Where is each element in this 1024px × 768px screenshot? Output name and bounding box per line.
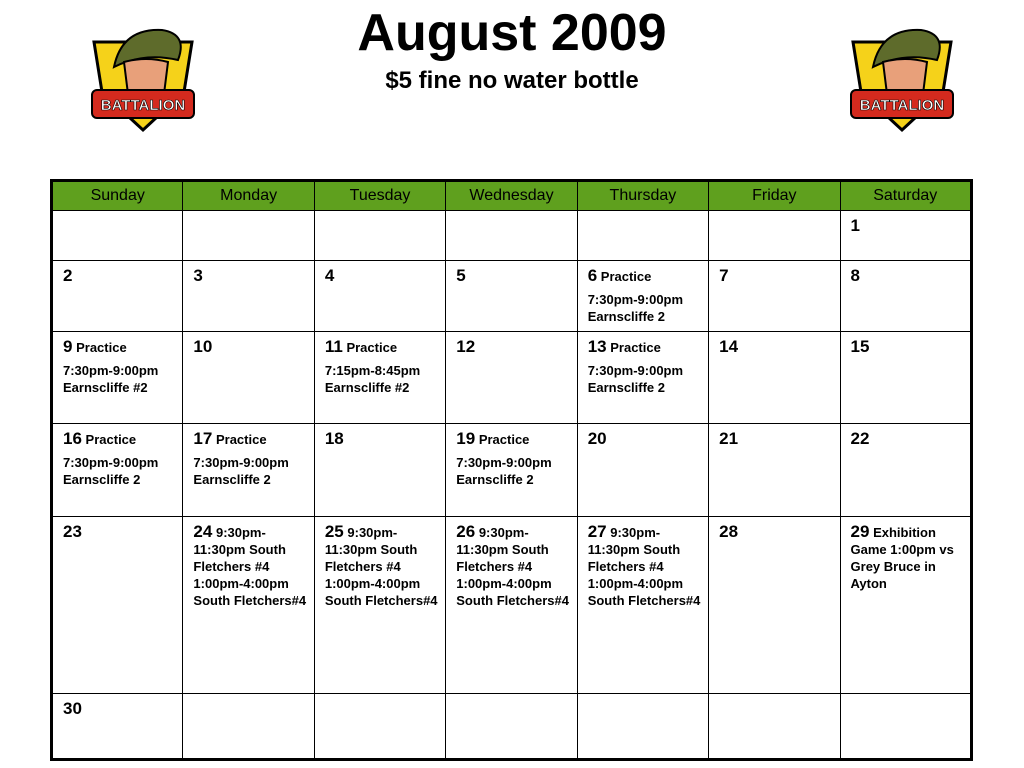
calendar-day-cell	[183, 517, 314, 694]
day-number: 12	[456, 337, 476, 356]
calendar-day-cell	[577, 332, 708, 424]
event-details: 7:15pm-8:45pm Earnscliffe #2	[324, 363, 421, 395]
day-number: 15	[850, 337, 870, 356]
day-number: 29	[850, 522, 870, 541]
calendar-week-row	[52, 694, 972, 760]
day-number: 30	[63, 699, 82, 718]
calendar-day-cell	[52, 517, 183, 694]
calendar-day-cell	[709, 694, 840, 760]
weekday-friday: Friday	[709, 181, 840, 211]
event-details: 7:30pm-9:00pm Earnscliffe 2	[587, 292, 684, 324]
calendar-table	[50, 179, 973, 761]
weekday-tuesday: Tuesday	[314, 181, 445, 211]
calendar-day-cell	[52, 261, 183, 332]
calendar-day-cell	[314, 332, 445, 424]
calendar-day-cell	[840, 332, 971, 424]
calendar-day-cell	[840, 694, 971, 760]
calendar-day-cell	[577, 694, 708, 760]
event-title: 9:30pm-11:30pm South Fletchers #4 1:00pm-4:00pm South Fletchers#4	[324, 525, 438, 608]
calendar-day-cell	[709, 332, 840, 424]
calendar-day-cell	[52, 211, 183, 261]
svg-text:BATTALION: BATTALION	[859, 97, 945, 114]
calendar-day-cell	[446, 261, 577, 332]
calendar-day-cell	[183, 332, 314, 424]
calendar-day-cell	[709, 211, 840, 261]
calendar-day-cell	[577, 211, 708, 261]
event-details: 7:30pm-9:00pm Earnscliffe #2	[63, 363, 159, 395]
event-title: Practice	[478, 432, 530, 447]
calendar-week-row	[52, 424, 972, 517]
day-number: 24	[193, 522, 213, 541]
calendar-day-cell	[314, 261, 445, 332]
day-number: 21	[719, 429, 739, 448]
event-title: 9:30pm-11:30pm South Fletchers #4 1:00pm-4:00pm South Fletchers#4	[587, 525, 701, 608]
event-details: 7:30pm-9:00pm Earnscliffe 2	[193, 455, 289, 487]
day-number: 22	[850, 429, 870, 448]
calendar-day-cell	[709, 261, 840, 332]
event-title: Practice	[215, 432, 267, 447]
calendar-day-cell	[577, 424, 708, 517]
weekday-saturday: Saturday	[840, 181, 971, 211]
event-title: Practice	[76, 340, 127, 355]
event-title: 9:30pm-11:30pm South Fletchers #4 1:00pm-4:00pm South Fletchers#4	[193, 525, 307, 608]
calendar-day-cell	[446, 694, 577, 760]
calendar-day-cell	[840, 517, 971, 694]
calendar-body	[52, 211, 972, 760]
calendar-day-cell	[840, 261, 971, 332]
calendar-day-cell	[577, 517, 708, 694]
day-number: 8	[850, 266, 860, 285]
event-details: 7:30pm-9:00pm Earnscliffe 2	[63, 455, 159, 487]
day-number: 20	[587, 429, 607, 448]
svg-text:BATTALION: BATTALION	[100, 97, 186, 114]
calendar-day-cell	[314, 424, 445, 517]
day-number: 16	[63, 429, 82, 448]
calendar-day-cell	[314, 211, 445, 261]
calendar-week-row	[52, 332, 972, 424]
day-number: 2	[63, 266, 73, 285]
weekday-thursday: Thursday	[577, 181, 708, 211]
calendar-day-cell	[840, 211, 971, 261]
calendar-week-row	[52, 261, 972, 332]
day-number: 6	[587, 266, 598, 285]
day-number: 25	[324, 522, 344, 541]
day-number: 10	[193, 337, 213, 356]
event-details: 7:30pm-9:00pm Earnscliffe 2	[456, 455, 552, 487]
weekday-header-row	[52, 181, 972, 211]
event-details: 7:30pm-9:00pm Earnscliffe 2	[587, 363, 684, 395]
calendar-day-cell	[183, 694, 314, 760]
calendar-day-cell	[446, 517, 577, 694]
page-subtitle: $5 fine no water bottle	[385, 67, 639, 94]
weekday-wednesday: Wednesday	[446, 181, 577, 211]
day-number: 1	[850, 216, 860, 235]
calendar-day-cell	[314, 694, 445, 760]
event-title: Practice	[346, 340, 398, 355]
day-number: 18	[324, 429, 344, 448]
calendar-day-cell	[52, 332, 183, 424]
event-title: Practice	[85, 432, 137, 447]
weekday-sunday: Sunday	[52, 181, 183, 211]
calendar-day-cell	[52, 424, 183, 517]
day-number: 11	[324, 337, 343, 356]
day-number: 19	[456, 429, 476, 448]
calendar-day-cell	[314, 517, 445, 694]
day-number: 23	[63, 522, 82, 541]
day-number: 9	[63, 337, 73, 356]
day-number: 7	[719, 266, 729, 285]
event-title: Exhibition Game 1:00pm vs Grey Bruce in Ayton	[850, 525, 954, 591]
calendar-week-row	[52, 211, 972, 261]
weekday-monday: Monday	[183, 181, 314, 211]
calendar-day-cell	[183, 211, 314, 261]
event-title: Practice	[600, 269, 652, 284]
day-number: 14	[719, 337, 739, 356]
day-number: 27	[587, 522, 607, 541]
day-number: 5	[456, 266, 466, 285]
day-number: 26	[456, 522, 476, 541]
calendar-day-cell	[446, 424, 577, 517]
calendar-day-cell	[840, 424, 971, 517]
calendar-day-cell	[183, 261, 314, 332]
day-number: 4	[324, 266, 335, 285]
calendar-day-cell	[52, 694, 183, 760]
calendar-day-cell	[709, 424, 840, 517]
day-number: 17	[193, 429, 213, 448]
day-number: 3	[193, 266, 203, 285]
calendar-week-row	[52, 517, 972, 694]
day-number: 28	[719, 522, 739, 541]
event-title: Practice	[610, 340, 661, 355]
calendar-day-cell	[446, 332, 577, 424]
calendar-day-cell	[709, 517, 840, 694]
event-title: 9:30pm-11:30pm South Fletchers #4 1:00pm-4:00pm South Fletchers#4	[456, 525, 569, 608]
day-number: 13	[587, 337, 607, 356]
calendar-day-cell	[183, 424, 314, 517]
calendar-day-cell	[446, 211, 577, 261]
calendar-day-cell	[577, 261, 708, 332]
page-title: August 2009	[357, 4, 667, 62]
